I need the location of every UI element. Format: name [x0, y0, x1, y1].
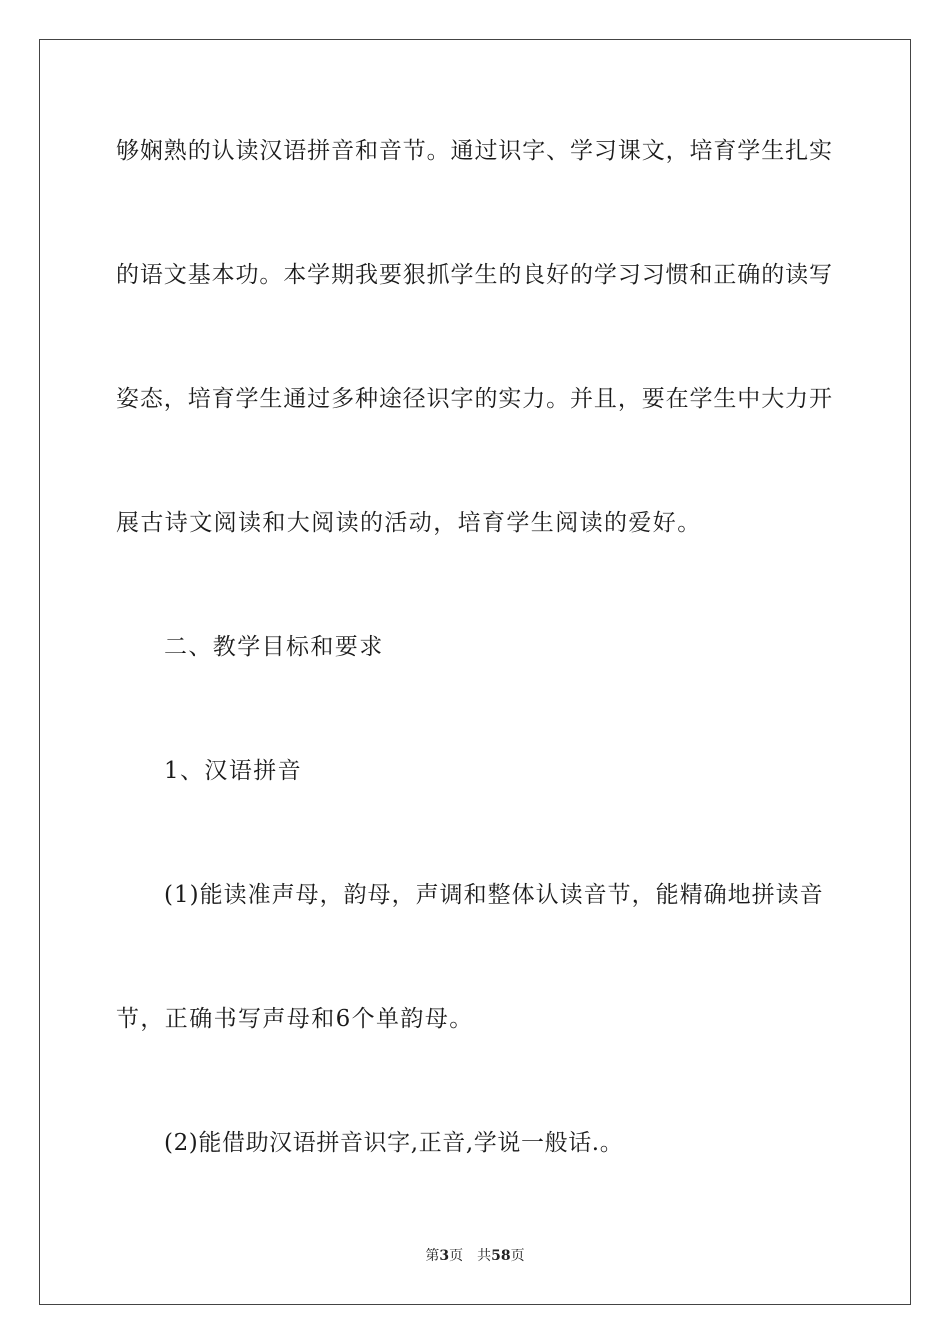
paragraph-line: 的语文基本功。本学期我要狠抓学生的良好的学习习惯和正确的读写 [116, 262, 832, 288]
list-item-line: 节，正确书写声母和6个单韵母。 [116, 1006, 474, 1032]
list-item-line: (2)能借助汉语拼音识字,正音,学说一般话.。 [164, 1130, 624, 1156]
total-prefix: 共 [477, 1248, 492, 1264]
paragraph-line: 够娴熟的认读汉语拼音和音节。通过识字、学习课文，培育学生扎实 [116, 138, 832, 164]
page-border [39, 39, 911, 1305]
section-heading: 二、教学目标和要求 [164, 634, 384, 660]
total-unit: 页 [510, 1248, 525, 1264]
subsection-heading: 1、汉语拼音 [164, 758, 303, 784]
page-footer [0, 1247, 950, 1265]
total-page-number: 58 [491, 1248, 511, 1264]
list-item-line: (1)能读准声母，韵母，声调和整体认读音节，能精确地拼读音 [164, 882, 824, 908]
page-prefix: 第 [425, 1248, 440, 1264]
current-page-number: 3 [439, 1248, 450, 1264]
paragraph-line: 姿态，培育学生通过多种途径识字的实力。并且，要在学生中大力开 [116, 386, 832, 412]
paragraph-line: 展古诗文阅读和大阅读的活动，培育学生阅读的爱好。 [116, 510, 702, 536]
page-unit: 页 [449, 1248, 464, 1264]
